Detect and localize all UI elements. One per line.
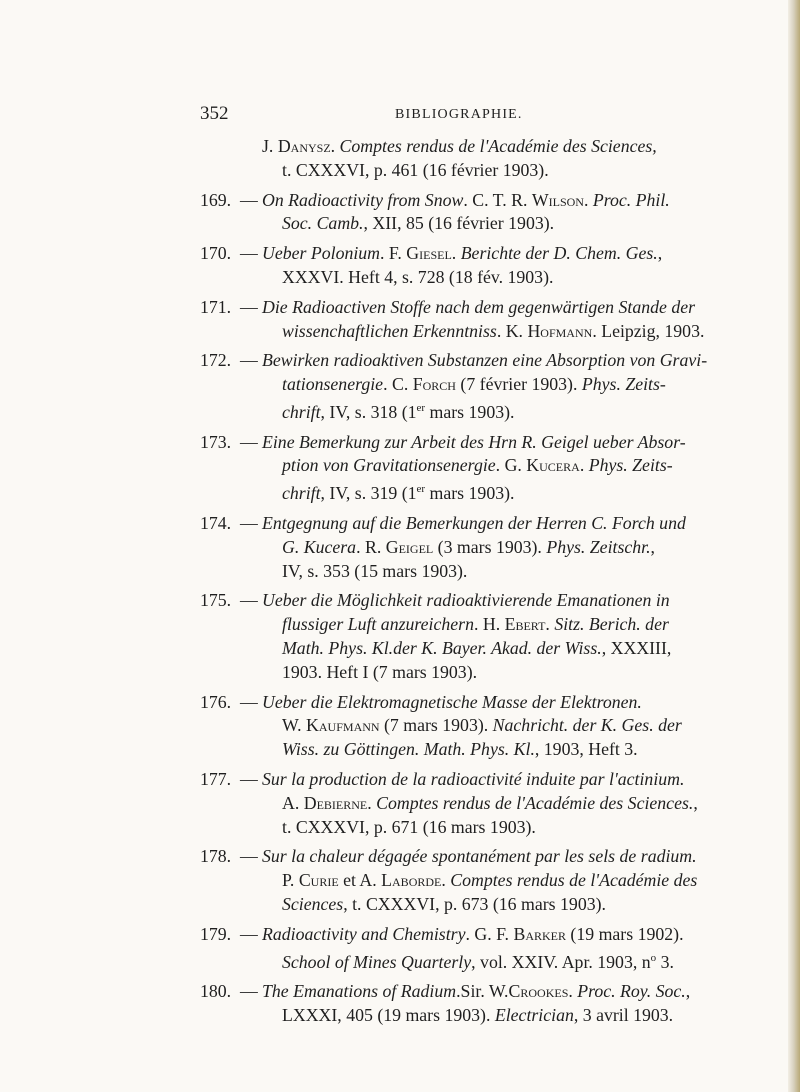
- citation-line: [262, 242, 722, 266]
- italic-text: Math. Phys. Kl.der K. Bayer. Akad. der Wiss.: [282, 637, 602, 658]
- text-run: ,: [657, 243, 663, 264]
- citation-line: [262, 980, 722, 1004]
- italic-text: On Radioactivity from Snow: [262, 189, 464, 210]
- italic-text: wissenchaftlichen Erkenntniss: [282, 320, 497, 341]
- entry-citation: [262, 512, 722, 583]
- italic-text: Soc. Camb.: [282, 213, 364, 234]
- entry-number: 178.: [200, 846, 232, 867]
- author-name: Ebert: [504, 614, 546, 635]
- entry-citation: [262, 923, 722, 975]
- italic-text: Comptes rendus de l'Académie des: [450, 870, 698, 891]
- italic-text: flussiger Luft anzureichern: [282, 614, 474, 635]
- italic-text: chrift: [282, 483, 321, 504]
- page-number: 352: [200, 103, 229, 124]
- italic-text: Sitz. Berich. der: [554, 614, 669, 635]
- citation-line: [262, 512, 722, 536]
- text-run: J.: [262, 136, 278, 156]
- entry-citation: [262, 691, 722, 762]
- entry-number: 171.: [200, 296, 232, 317]
- text-run: , XXXIII,: [601, 637, 672, 658]
- text-run: (7 mars 1903).: [379, 715, 493, 736]
- entry-number: 173.: [200, 431, 232, 452]
- entry-number: 177.: [200, 768, 232, 789]
- text-run: IV, s. 353 (15 mars 1903).: [282, 560, 468, 581]
- entry-number: 170.: [200, 243, 232, 264]
- bibliography-entry: [0, 512, 800, 583]
- entry-dash: —: [240, 923, 258, 944]
- entry-dash: —: [240, 691, 258, 712]
- entry-dash: —: [240, 981, 258, 1002]
- italic-text: Comptes rendus de l'Académie des Sciences,: [339, 136, 657, 156]
- text-run: .: [441, 870, 451, 891]
- entry-number: 169.: [200, 189, 232, 210]
- entry-citation: [262, 242, 722, 290]
- italic-text: Radioactivity and Chemistry: [262, 923, 466, 944]
- author-name: Hofmann: [527, 320, 593, 341]
- author-name: Crookes: [508, 981, 569, 1002]
- italic-text: Entgegnung auf die Bemerkungen der Herren C. Forch und: [262, 513, 686, 533]
- citation-line: [262, 923, 722, 947]
- text-run: , IV, s. 319 (1: [320, 483, 417, 504]
- entry-citation: [262, 189, 722, 237]
- italic-text: Bewirken radioaktiven Substanzen eine Absorption von Gravi-: [262, 350, 708, 371]
- citation-line: [262, 661, 722, 685]
- entry-dash: —: [240, 431, 258, 452]
- author-name: Curie: [298, 870, 339, 891]
- author-name: Kaufmann: [306, 715, 380, 736]
- citation-line: [262, 373, 722, 397]
- citation-line: [262, 189, 722, 213]
- text-run: et A.: [338, 870, 382, 891]
- italic-text: Proc. Roy. Soc.: [577, 981, 686, 1002]
- entry-dash: —: [240, 189, 258, 210]
- citation-line: [262, 536, 722, 560]
- citation-line: [262, 349, 722, 373]
- bibliography-entry: [0, 431, 800, 506]
- citation-line: [262, 714, 722, 738]
- entry-number: 174.: [200, 513, 232, 533]
- text-run: . G. F.: [465, 923, 514, 944]
- italic-text: Die Radioactiven Stoffe nach dem gegenwärtigen Stande der: [262, 296, 696, 317]
- entry-citation: [262, 980, 722, 1028]
- text-run: , IV, s. 318 (1: [320, 401, 417, 422]
- italic-text: The Emanations of Radium: [262, 981, 457, 1002]
- entry-dash: —: [240, 243, 258, 264]
- text-run: .: [579, 455, 589, 476]
- citation-line: [262, 869, 722, 893]
- bibliography-entry: [0, 980, 800, 1028]
- text-run: (7 février 1903).: [455, 374, 582, 395]
- text-run: mars 1903).: [425, 401, 515, 422]
- text-run: mars 1903).: [425, 483, 515, 504]
- text-run: .: [583, 189, 593, 210]
- text-run: .: [330, 136, 340, 156]
- entry-citation: [262, 845, 722, 916]
- entry-dash: —: [240, 846, 258, 867]
- citation-line: [262, 397, 722, 425]
- italic-text: Phys. Zeits-: [588, 455, 673, 476]
- author-name: Danysz: [277, 136, 331, 156]
- citation-line: [262, 478, 722, 506]
- bibliography-entry: [0, 589, 800, 684]
- italic-text: Proc. Phil.: [592, 189, 670, 210]
- text-run: . F.: [380, 243, 407, 264]
- bibliography-entry: [0, 768, 800, 839]
- text-run: LXXXI, 405 (19 mars 1903).: [282, 1005, 495, 1026]
- entry-number: 172.: [200, 350, 232, 371]
- citation-line: [262, 893, 722, 917]
- author-name: Forch: [412, 374, 456, 395]
- text-run: ,: [650, 536, 655, 557]
- citation-line: [262, 738, 722, 762]
- italic-text: ption von Gravitationsenergie: [282, 455, 496, 476]
- italic-text: G. Kucera: [282, 536, 357, 557]
- citation-line: [262, 431, 722, 455]
- text-run: ,: [693, 792, 698, 813]
- text-run: . Leipzig, 1903.: [592, 320, 705, 341]
- entry-dash: —: [240, 590, 258, 611]
- author-name: Wilson: [531, 189, 584, 210]
- citation-line: [262, 296, 722, 320]
- entry-dash: —: [240, 513, 258, 533]
- italic-text: Electrician: [494, 1005, 574, 1026]
- entry-dash: —: [240, 350, 258, 371]
- italic-text: tationsenergie: [282, 374, 384, 395]
- citation-line: [262, 159, 722, 183]
- entry-citation: [262, 431, 722, 506]
- citation-line: [262, 613, 722, 637]
- text-run: 1903. Heft I (7 mars 1903).: [282, 661, 478, 682]
- italic-text: Phys. Zeits-: [581, 374, 666, 395]
- bibliography-entry: [0, 189, 800, 237]
- text-run: .: [545, 614, 555, 635]
- entry-number: 180.: [200, 981, 232, 1002]
- page-header: [200, 103, 720, 129]
- text-run: er: [416, 401, 426, 414]
- bibliography-entry: [0, 296, 800, 344]
- author-name: Geigel: [385, 536, 434, 557]
- text-run: ,: [685, 981, 691, 1002]
- entry-dash: —: [240, 768, 258, 789]
- text-run: . H.: [473, 614, 505, 635]
- text-run: A.: [282, 792, 304, 813]
- bibliography-entry: [0, 691, 800, 762]
- italic-text: School of Mines Quarterly: [282, 951, 472, 972]
- italic-text: Phys. Zeitschr.: [546, 536, 651, 557]
- text-run: . C. T. R.: [463, 189, 532, 210]
- text-run: t. CXXXVI, p. 461 (16 février 1903).: [282, 159, 549, 180]
- text-run: . C.: [383, 374, 413, 395]
- text-run: . G.: [495, 455, 527, 476]
- bibliography-entry: [0, 349, 800, 424]
- author-name: Barker: [513, 923, 566, 944]
- italic-text: chrift: [282, 401, 321, 422]
- text-run: , vol. XXIV. Apr. 1903, n: [471, 951, 651, 972]
- citation-line: [262, 320, 722, 344]
- text-run: , XII, 85 (16 février 1903).: [363, 213, 555, 234]
- italic-text: Sur la chaleur dégagée spontanément par les sels de radium.: [262, 846, 697, 867]
- entry-number: 175.: [200, 590, 232, 611]
- text-run: . R.: [356, 536, 386, 557]
- italic-text: Comptes rendus de l'Académie des Sciences.: [376, 792, 694, 813]
- entry-number: 176.: [200, 691, 232, 712]
- text-run: .: [451, 243, 461, 264]
- italic-text: Sur la production de la radioactivité induite par l'actinium.: [262, 768, 685, 789]
- entry-citation: [262, 135, 722, 183]
- citation-line: [262, 454, 722, 478]
- text-run: .: [367, 792, 377, 813]
- citation-line: [262, 560, 722, 584]
- author-name: Debierne: [303, 792, 368, 813]
- text-run: , 1903, Heft 3.: [534, 739, 638, 760]
- italic-text: Ueber die Elektromagnetische Masse der Elektronen.: [262, 691, 642, 712]
- italic-text: Wiss. zu Göttingen. Math. Phys. Kl.: [282, 739, 535, 760]
- citation-line: [262, 792, 722, 816]
- entry-number: 179.: [200, 923, 232, 944]
- citation-line: [262, 947, 722, 975]
- text-run: . K.: [496, 320, 528, 341]
- citation-line: [262, 637, 722, 661]
- italic-text: Eine Bemerkung zur Arbeit des Hrn R. Geigel ueber Absor-: [262, 431, 686, 452]
- citation-line: [262, 589, 722, 613]
- bibliography-entry: [0, 923, 800, 975]
- citation-line: [262, 212, 722, 236]
- bibliography-entry: [0, 135, 800, 183]
- italic-text: Ueber Polonium: [262, 243, 381, 264]
- italic-text: Berichte der D. Chem. Ges.: [460, 243, 658, 264]
- citation-line: [262, 266, 722, 290]
- author-name: Kucera: [526, 455, 580, 476]
- citation-line: [262, 845, 722, 869]
- author-name: Laborde: [381, 870, 442, 891]
- bibliography-list: [0, 135, 800, 1028]
- entry-dash: —: [240, 296, 258, 317]
- text-run: .Sir. W.: [456, 981, 509, 1002]
- citation-line: [262, 768, 722, 792]
- text-run: .: [568, 981, 578, 1002]
- text-run: t. CXXXVI, p. 671 (16 mars 1903).: [282, 816, 536, 837]
- entry-citation: [262, 768, 722, 839]
- bibliography-entry: [0, 242, 800, 290]
- entry-citation: [262, 349, 722, 424]
- text-run: W.: [282, 715, 307, 736]
- text-run: P.: [282, 870, 299, 891]
- italic-text: Sciences: [282, 893, 344, 914]
- text-run: , t. CXXXVI, p. 673 (16 mars 1903).: [343, 893, 606, 914]
- text-run: (19 mars 1902).: [565, 923, 684, 944]
- citation-line: [262, 816, 722, 840]
- citation-line: [262, 1004, 722, 1028]
- bibliography-entry: [0, 845, 800, 916]
- text-run: 3.: [656, 951, 674, 972]
- text-run: o: [650, 951, 657, 964]
- author-name: Giesel: [406, 243, 452, 264]
- entry-citation: [262, 296, 722, 344]
- italic-text: Ueber die Möglichkeit radioaktivierende Emanationen in: [262, 590, 670, 611]
- italic-text: Nachricht. der K. Ges. der: [492, 715, 682, 736]
- entry-citation: [262, 589, 722, 684]
- citation-line: [262, 135, 722, 159]
- text-run: (3 mars 1903).: [433, 536, 547, 557]
- running-title: BIBLIOGRAPHIE.: [395, 107, 523, 122]
- text-run: er: [416, 483, 426, 496]
- text-run: XXXVI. Heft 4, s. 728 (18 fév. 1903).: [282, 266, 554, 287]
- text-run: , 3 avril 1903.: [573, 1005, 674, 1026]
- citation-line: [262, 691, 722, 715]
